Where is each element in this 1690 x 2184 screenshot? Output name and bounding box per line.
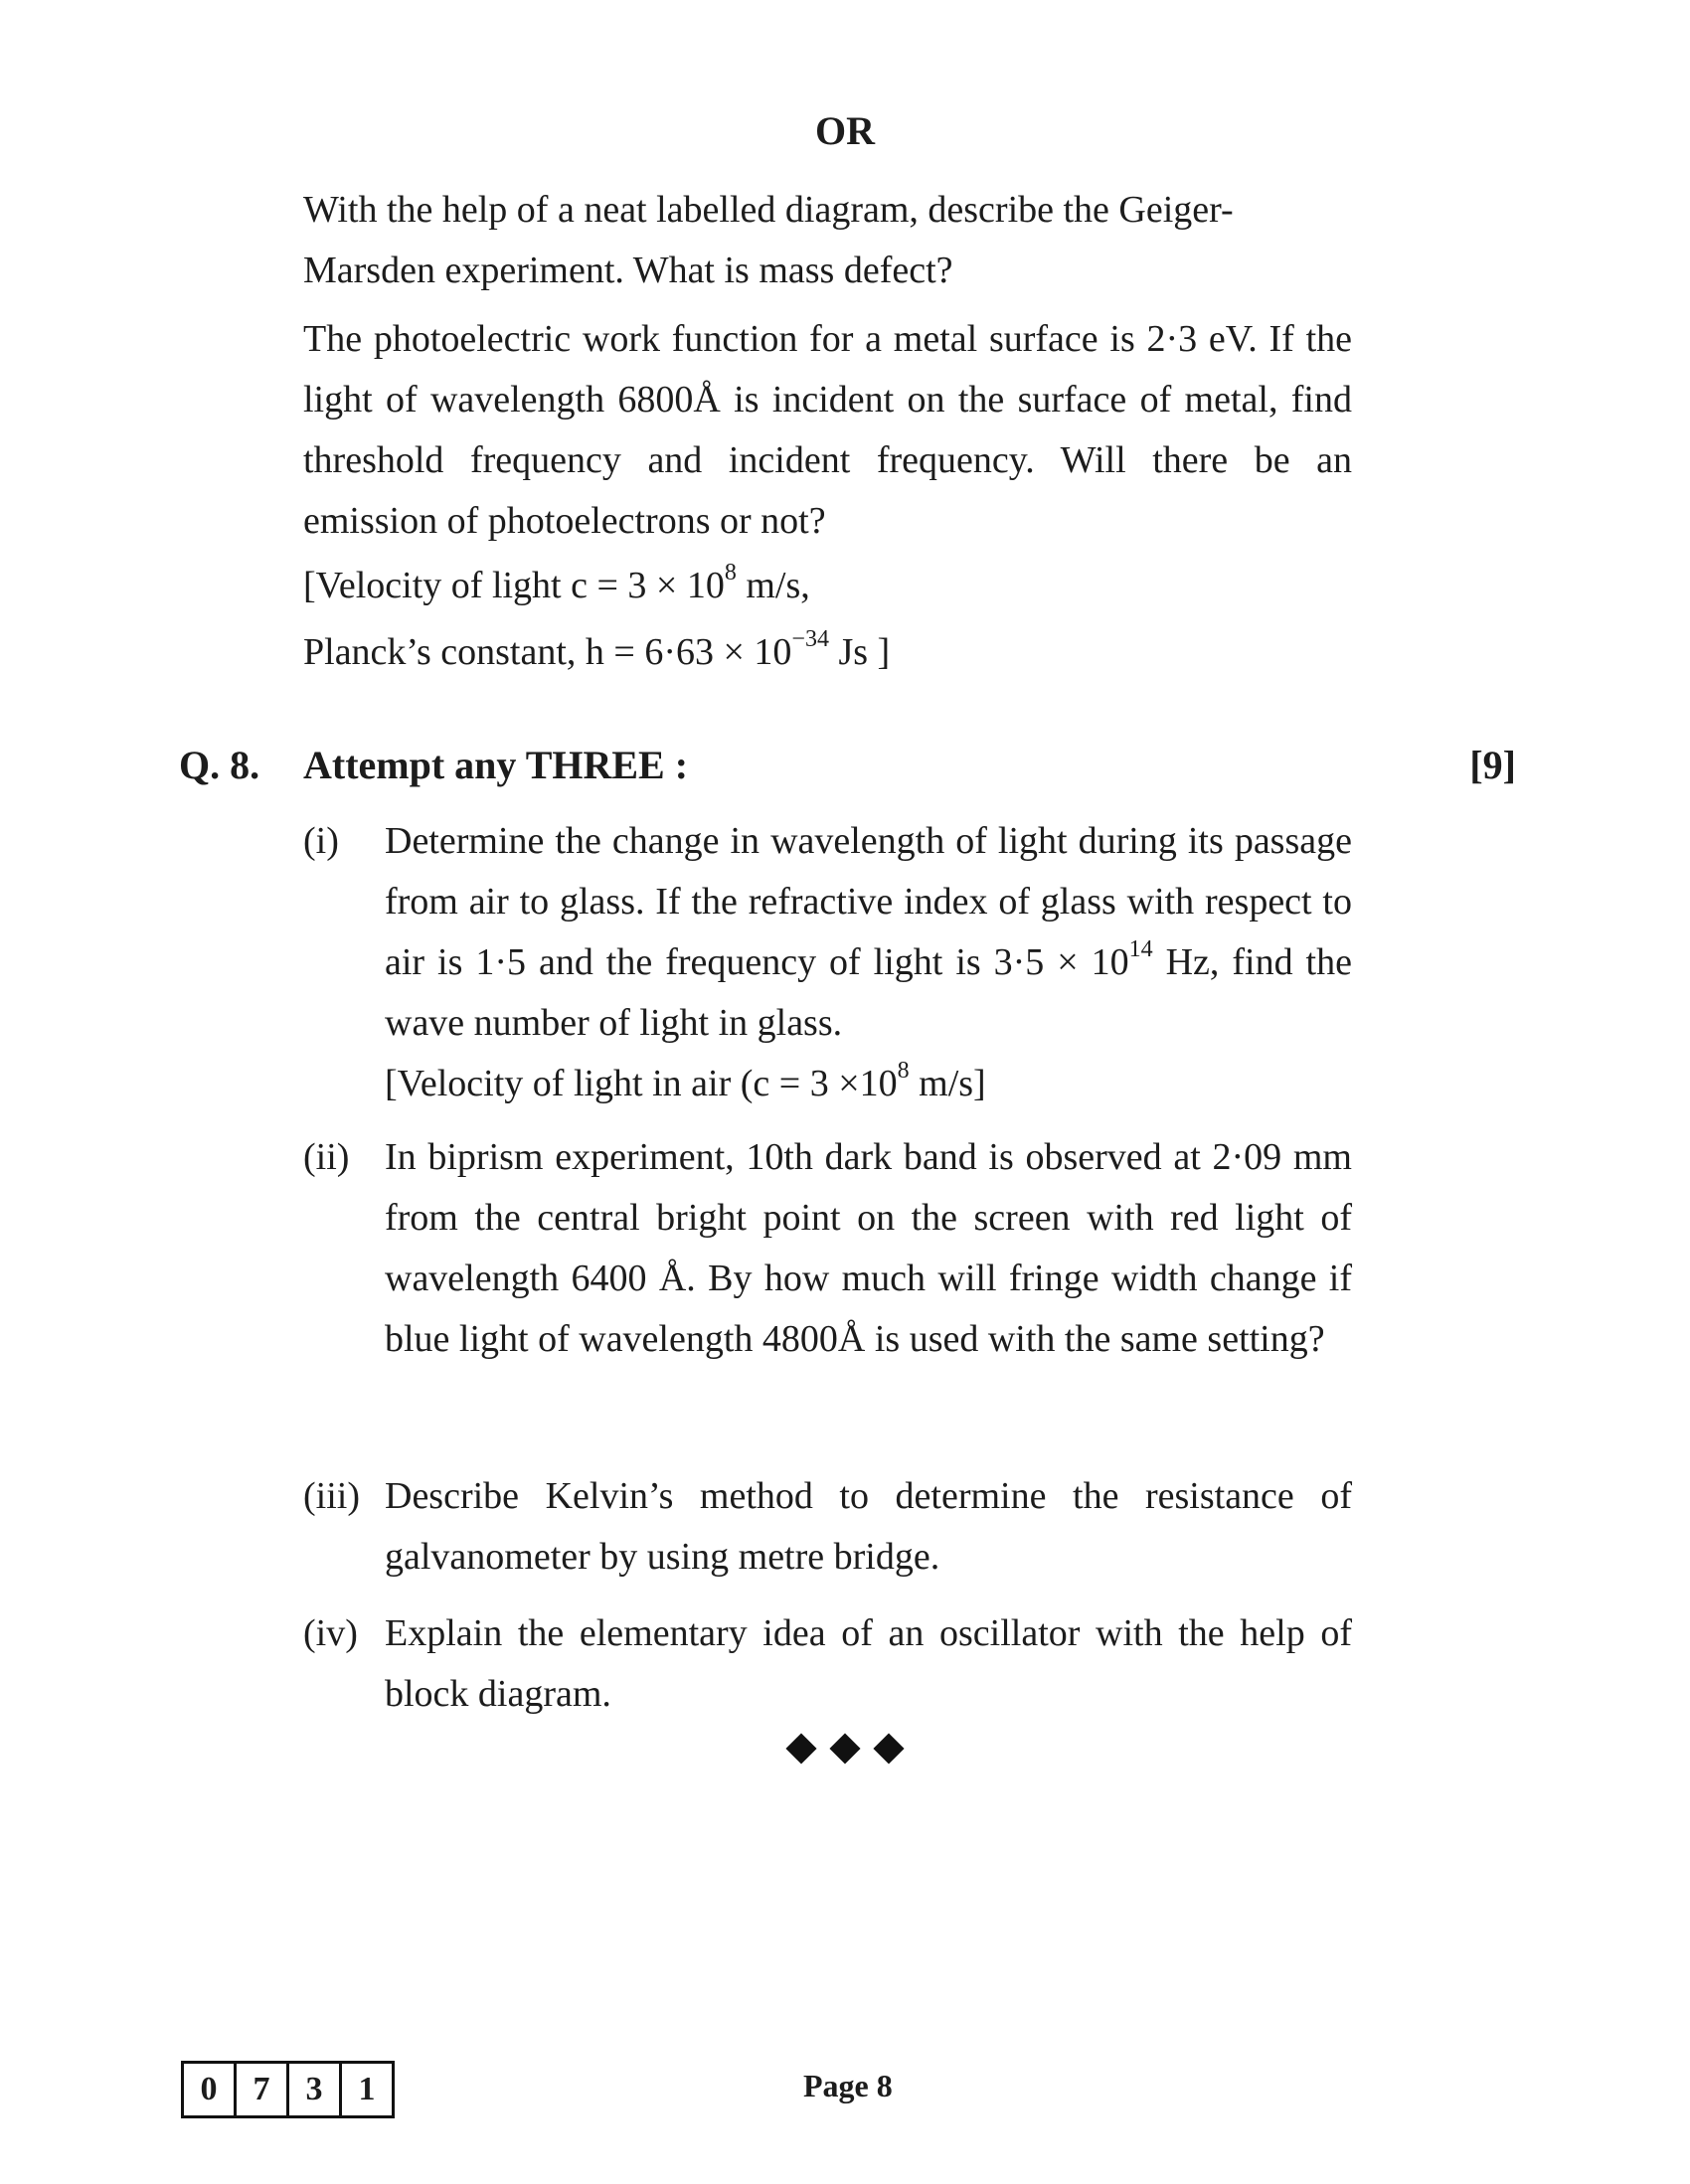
sub-question-label: (i) xyxy=(303,820,339,862)
wavelength-question-tail: Hz, find the wave number of light in glass. xyxy=(385,941,1352,1044)
code-digit: 1 xyxy=(339,2064,392,2115)
question-title: Attempt any THREE : xyxy=(303,743,689,787)
frequency-exponent: 14 xyxy=(1128,936,1153,962)
photoelectric-question: The photoelectric work function for a metal surface is 2·3 eV. If the light of wavelength 6800Å is incident on the surface of metal, find threshold frequency and incident frequency. Will there be an emission of photoelectrons or not? xyxy=(303,318,1352,542)
sub-question-i xyxy=(303,811,1352,1114)
end-of-paper-diamonds xyxy=(0,1738,1690,1764)
wavelength-question-text: Determine the change in wavelength of light during its passage from air to glass. If the refractive index of glass with respect to air is 1·5 and the frequency of light is 3·5 × 10 xyxy=(385,820,1352,983)
sub-question-label: (iii) xyxy=(303,1475,360,1517)
code-digit: 3 xyxy=(286,2064,339,2115)
diamond-icon xyxy=(785,1733,816,1764)
code-digit: 0 xyxy=(200,2071,218,2107)
code-digit: 7 xyxy=(234,2064,286,2115)
planck-exponent: −34 xyxy=(791,626,829,652)
velocity-note-unit: m/s] xyxy=(909,1063,986,1104)
velocity-note xyxy=(385,1054,1352,1114)
velocity-exponent: 8 xyxy=(724,560,737,586)
diamond-icon xyxy=(829,1733,860,1764)
sub-question-iii xyxy=(303,1466,1352,1588)
geiger-marsden-line-1: With the help of a neat labelled diagram, describe the Geiger- xyxy=(303,189,1234,231)
sub-question-iv xyxy=(303,1603,1352,1725)
planck-text: Planck’s constant, h = 6·63 × 10 xyxy=(303,631,792,673)
sub-question-text: In biprism experiment, 10th dark band is observed at 2·09 mm from the central bright point on the screen with red light of wavelength 6400 Å. By how much will fringe width change if blue light of wavelength 4800Å is used with the same setting? xyxy=(385,1136,1352,1360)
diamond-icon xyxy=(873,1733,904,1764)
or-heading: OR xyxy=(815,108,875,153)
geiger-marsden-line-2: Marsden experiment. What is mass defect? xyxy=(303,250,953,291)
velocity-text: [Velocity of light c = 3 × 10 xyxy=(303,565,725,606)
velocity-note-exponent: 8 xyxy=(897,1058,910,1084)
or-question-block xyxy=(303,180,1352,683)
paper-code-box xyxy=(181,2061,395,2118)
question-marks: [9] xyxy=(1469,743,1516,787)
sub-question-text: Describe Kelvin’s method to determine the resistance of galvanometer by using metre bridge. xyxy=(385,1475,1352,1578)
sub-question-text: Explain the elementary idea of an oscillator with the help of block diagram. xyxy=(385,1612,1352,1715)
sub-question-ii xyxy=(303,1127,1352,1370)
page-number: Page 8 xyxy=(803,2068,893,2103)
velocity-unit: m/s, xyxy=(736,565,810,606)
sub-question-label: (iv) xyxy=(303,1612,358,1654)
question-number: Q. 8. xyxy=(179,743,260,787)
sub-question-label: (ii) xyxy=(303,1136,350,1178)
constants-planck-line xyxy=(303,622,1352,683)
velocity-note-text: [Velocity of light in air (c = 3 ×10 xyxy=(385,1063,898,1104)
constants-velocity-line xyxy=(303,556,1352,616)
sub-question-text xyxy=(385,811,1352,1054)
planck-unit: Js ] xyxy=(828,631,891,673)
